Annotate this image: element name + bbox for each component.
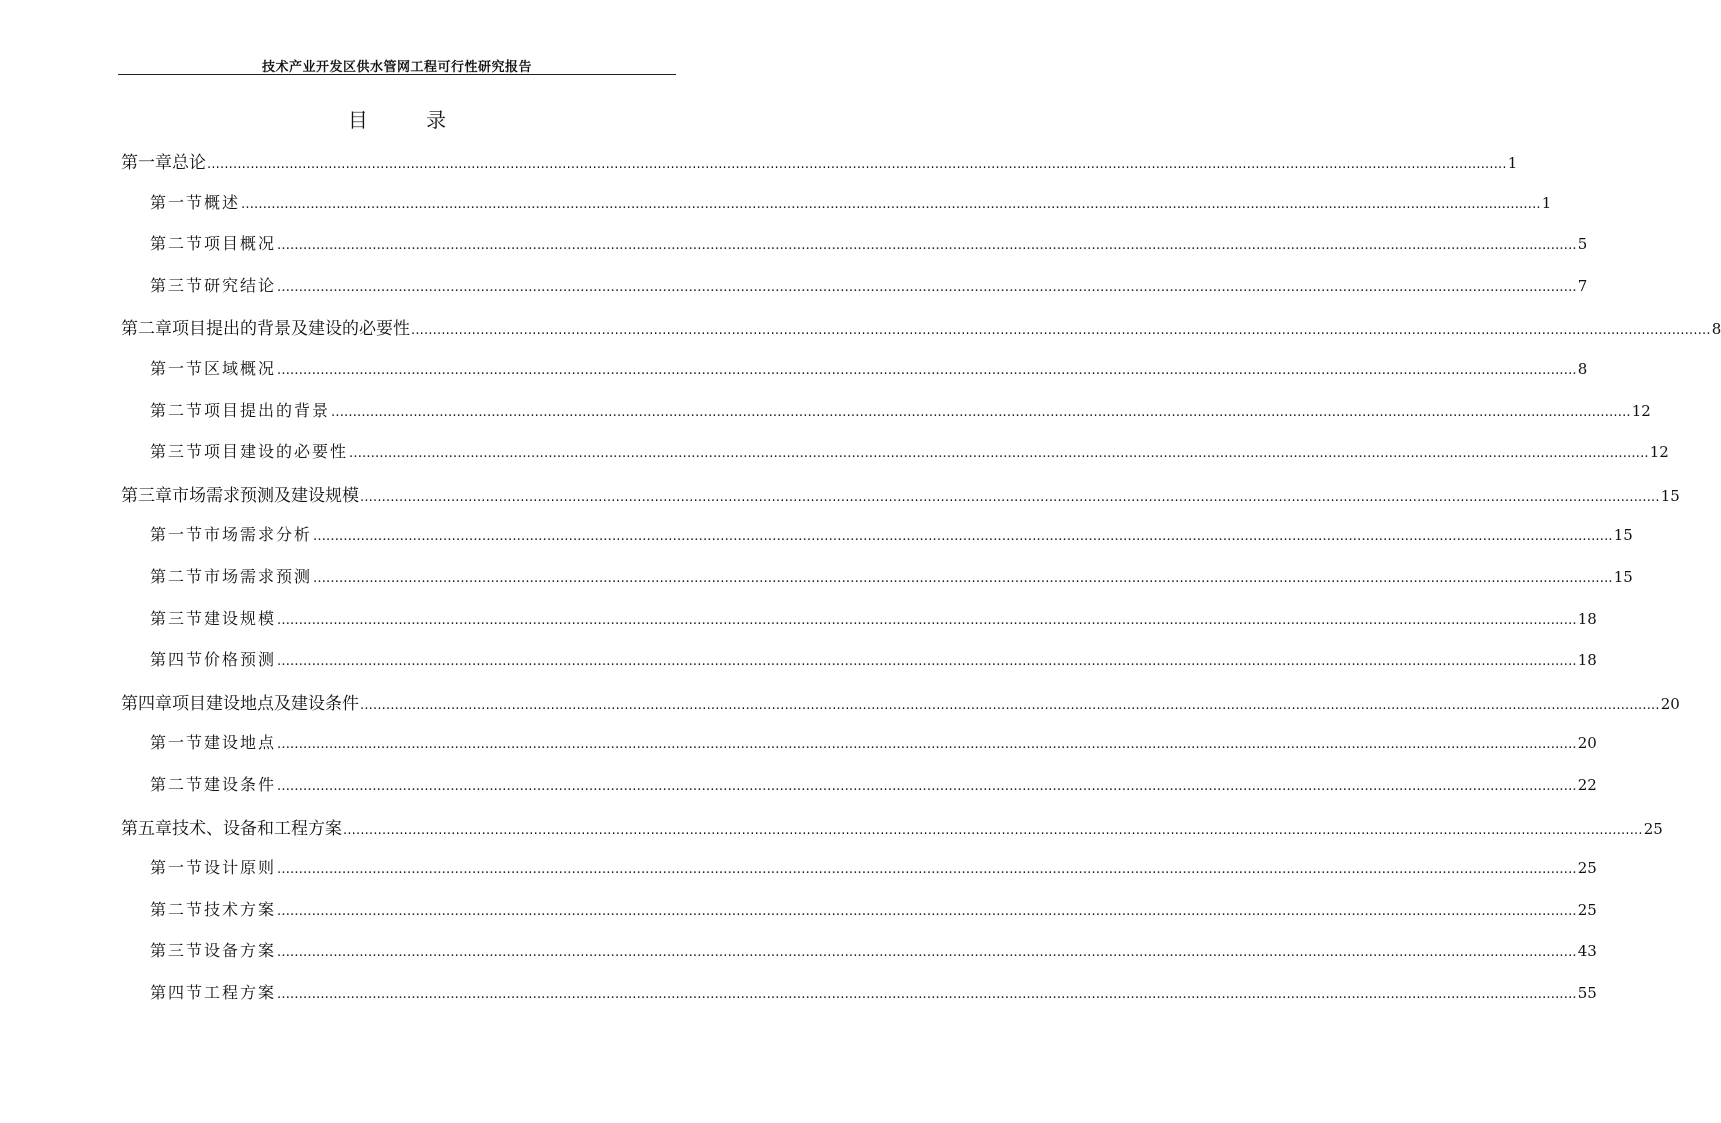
entry-page-number: 20 xyxy=(1660,694,1680,713)
entry-title: 市场需求预测及建设规模 xyxy=(172,485,359,506)
dot-leader: ............................................................................................................................................................................................................................................................................................................ xyxy=(360,489,1660,505)
entry-title: 设计原则 xyxy=(204,858,277,878)
dot-leader: ............................................................................................................................................................................................................................................................................................................ xyxy=(277,903,1577,919)
entry-number: 第二节 xyxy=(150,775,205,794)
toc-chapter-entry[interactable] xyxy=(121,314,1721,340)
entry-title: 技术方案 xyxy=(204,899,277,919)
dot-leader: ............................................................................................................................................................................................................................................................................................................ xyxy=(277,945,1577,961)
dot-leader: ............................................................................................................................................................................................................................................................................................................ xyxy=(331,404,1631,420)
entry-page-number: 18 xyxy=(1577,651,1597,670)
entry-number: 第一节 xyxy=(150,359,205,378)
entry-title: 项目建设地点及建设条件 xyxy=(172,693,359,714)
entry-title: 项目建设的必要性 xyxy=(204,442,349,462)
entry-page-number: 20 xyxy=(1577,734,1597,753)
entry-title: 市场需求预测 xyxy=(204,567,313,586)
dot-leader: ............................................................................................................................................................................................................................................................................................................ xyxy=(277,279,1577,295)
toc-section-entry[interactable] xyxy=(150,606,1597,630)
entry-number: 第三章 xyxy=(121,485,172,506)
entry-number: 第二节 xyxy=(150,899,205,919)
entry-title: 总论 xyxy=(172,153,206,173)
entry-page-number: 22 xyxy=(1577,776,1597,794)
entry-title: 建设条件 xyxy=(204,775,277,794)
toc-chapter-entry[interactable] xyxy=(121,148,1518,173)
toc-section-entry[interactable] xyxy=(150,190,1552,214)
entry-title: 项目提出的背景及建设的必要性 xyxy=(172,319,410,340)
toc-section-entry[interactable] xyxy=(150,398,1651,422)
entry-number: 第二节 xyxy=(150,234,205,254)
dot-leader: ............................................................................................................................................................................................................................................................................................................ xyxy=(349,446,1649,462)
entry-number: 第三节 xyxy=(150,608,205,628)
toc-chapter-entry[interactable] xyxy=(121,689,1680,714)
dot-leader: ............................................................................................................................................................................................................................................................................................................ xyxy=(313,571,1613,586)
entry-title: 概述 xyxy=(204,192,241,212)
entry-number: 第三节 xyxy=(150,941,205,961)
entry-page-number: 8 xyxy=(1577,360,1588,378)
entry-number: 第五章 xyxy=(121,818,172,839)
toc-section-entry[interactable] xyxy=(150,938,1597,962)
entry-page-number: 15 xyxy=(1660,486,1680,505)
toc-section-entry[interactable] xyxy=(150,356,1588,380)
dot-leader: ............................................................................................................................................................................................................................................................................................................ xyxy=(277,238,1577,254)
toc-section-entry[interactable] xyxy=(150,897,1597,921)
entry-page-number: 25 xyxy=(1577,859,1597,878)
dot-leader: ............................................................................................................................................................................................................................................................................................................ xyxy=(207,157,1507,172)
entry-page-number: 1 xyxy=(1507,154,1518,172)
entry-number: 第一节 xyxy=(150,858,205,878)
toc-section-entry[interactable] xyxy=(150,647,1597,671)
entry-page-number: 18 xyxy=(1577,609,1597,628)
toc-section-entry[interactable] xyxy=(150,439,1669,463)
entry-number: 第四章 xyxy=(121,693,172,714)
entry-page-number: 5 xyxy=(1577,235,1588,254)
entry-title: 项目概况 xyxy=(204,234,277,254)
entry-page-number: 25 xyxy=(1577,900,1597,919)
dot-leader: ............................................................................................................................................................................................................................................................................................................ xyxy=(277,363,1577,378)
toc-section-entry[interactable] xyxy=(150,980,1597,1004)
dot-leader: ............................................................................................................................................................................................................................................................................................................ xyxy=(411,323,1711,339)
dot-leader: ............................................................................................................................................................................................................................................................................................................ xyxy=(277,987,1577,1002)
entry-title: 价格预测 xyxy=(204,650,277,670)
entry-title: 市场需求分析 xyxy=(204,525,313,545)
dot-leader: ............................................................................................................................................................................................................................................................................................................ xyxy=(277,612,1577,628)
entry-number: 第三节 xyxy=(150,275,205,295)
dot-leader: ............................................................................................................................................................................................................................................................................................................ xyxy=(277,862,1577,878)
entry-page-number: 15 xyxy=(1613,526,1633,545)
entry-title: 研究结论 xyxy=(204,275,277,295)
toc-section-entry[interactable] xyxy=(150,231,1588,255)
entry-page-number: 1 xyxy=(1541,193,1552,212)
dot-leader: ............................................................................................................................................................................................................................................................................................................ xyxy=(360,697,1660,713)
entry-number: 第四节 xyxy=(150,650,205,670)
dot-leader: ............................................................................................................................................................................................................................................................................................................ xyxy=(313,529,1613,545)
toc-chapter-entry[interactable] xyxy=(121,814,1663,839)
entry-title: 建设地点 xyxy=(204,733,277,753)
dot-leader: ............................................................................................................................................................................................................................................................................................................ xyxy=(241,196,1541,212)
toc-section-entry[interactable] xyxy=(150,730,1597,754)
dot-leader: ............................................................................................................................................................................................................................................................................................................ xyxy=(277,737,1577,753)
entry-page-number: 8 xyxy=(1711,320,1721,339)
entry-page-number: 25 xyxy=(1643,819,1663,838)
entry-number: 第一章 xyxy=(121,153,172,173)
entry-number: 第一节 xyxy=(150,525,205,545)
entry-title: 区域概况 xyxy=(204,359,277,378)
entry-page-number: 55 xyxy=(1577,984,1597,1002)
entry-title: 设备方案 xyxy=(204,941,277,961)
entry-number: 第二节 xyxy=(150,400,205,420)
entry-page-number: 43 xyxy=(1577,942,1597,961)
toc-section-entry[interactable] xyxy=(150,273,1588,297)
toc-section-entry[interactable] xyxy=(150,564,1633,588)
toc-section-entry[interactable] xyxy=(150,522,1633,546)
running-header: 技术产业开发区供水管网工程可行性研究报告 xyxy=(261,60,532,75)
header-rule xyxy=(118,74,676,75)
entry-number: 第一节 xyxy=(150,192,205,212)
entry-page-number: 12 xyxy=(1631,401,1651,420)
entry-page-number: 15 xyxy=(1613,568,1633,586)
toc-title: 目 录 xyxy=(347,108,473,132)
entry-title: 建设规模 xyxy=(204,608,277,628)
entry-number: 第一节 xyxy=(150,733,205,753)
toc-section-entry[interactable] xyxy=(150,855,1597,879)
toc-section-entry[interactable] xyxy=(150,772,1597,796)
entry-title: 技术、设备和工程方案 xyxy=(172,818,342,839)
entry-number: 第四节 xyxy=(150,983,205,1002)
entry-title: 项目提出的背景 xyxy=(204,400,331,420)
dot-leader: ............................................................................................................................................................................................................................................................................................................ xyxy=(277,654,1577,670)
entry-title: 工程方案 xyxy=(204,983,277,1002)
toc-chapter-entry[interactable] xyxy=(121,481,1680,506)
entry-page-number: 7 xyxy=(1577,276,1588,295)
entry-number: 第二节 xyxy=(150,567,205,586)
entry-number: 第三节 xyxy=(150,442,205,462)
entry-page-number: 12 xyxy=(1649,443,1669,462)
dot-leader: ............................................................................................................................................................................................................................................................................................................ xyxy=(277,779,1577,794)
entry-number: 第二章 xyxy=(121,319,172,340)
dot-leader: ............................................................................................................................................................................................................................................................................................................ xyxy=(343,822,1643,838)
